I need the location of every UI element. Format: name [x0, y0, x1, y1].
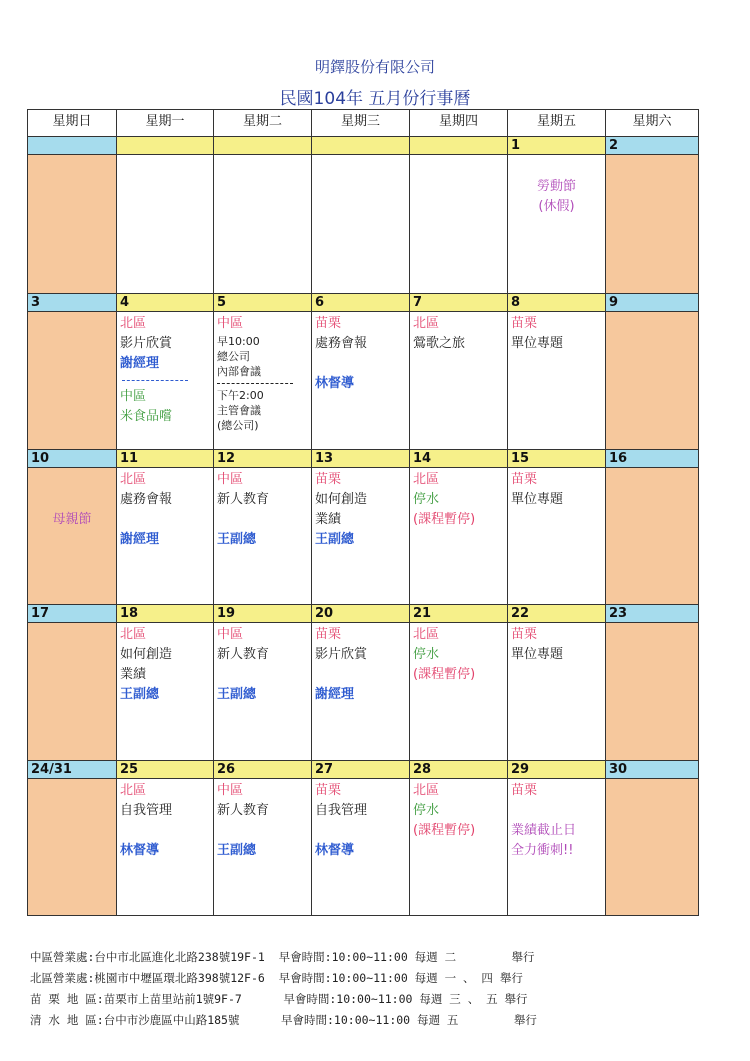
meeting-name: 內部會議	[217, 365, 261, 378]
date-cell	[214, 137, 312, 155]
weekday-mon: 星期一	[117, 110, 214, 137]
area-label: 北區	[413, 783, 440, 798]
date-cell: 17	[28, 605, 117, 623]
office-info	[30, 926, 537, 1052]
area-label: 苗栗	[511, 316, 538, 331]
host-label: 王副總	[217, 532, 257, 547]
host-label: 林督導	[120, 843, 160, 858]
office-line: 苗 栗 地 區:苗栗市上苗里站前1號9F-7 早會時間:10:00~11:00 每週 三 、 五 舉行	[30, 992, 528, 1006]
day-cell	[606, 468, 699, 605]
office-line: 中區營業處:台中市北區進化北路238號19F-1 早會時間:10:00~11:00 每週 二 舉行	[30, 950, 535, 964]
company-name: 明鐸股份有限公司	[314, 58, 435, 76]
weekday-header-row	[28, 110, 699, 137]
week-2-events	[28, 312, 699, 450]
day-cell	[312, 779, 410, 916]
area-label: 北區	[120, 783, 147, 798]
weekday-sun: 星期日	[28, 110, 117, 137]
area-label: 苗栗	[315, 472, 342, 487]
meeting-place: (總公司)	[217, 419, 259, 432]
week-4-events	[28, 623, 699, 761]
date-cell: 22	[508, 605, 606, 623]
day-cell	[117, 155, 214, 294]
weekday-wed: 星期三	[312, 110, 410, 137]
weekday-thu: 星期四	[410, 110, 508, 137]
date-cell: 15	[508, 450, 606, 468]
day-cell	[28, 779, 117, 916]
host-label: 王副總	[217, 687, 257, 702]
area-label: 苗栗	[315, 316, 342, 331]
meeting-time: 早10:00	[217, 335, 260, 348]
day-cell	[214, 155, 312, 294]
host-label: 王副總	[120, 687, 160, 702]
divider	[122, 380, 188, 381]
holiday-label: 母親節	[52, 512, 92, 527]
date-cell	[410, 137, 508, 155]
host-label: 林督導	[315, 376, 355, 391]
day-cell	[117, 468, 214, 605]
day-cell	[606, 155, 699, 294]
week-1-dates	[28, 137, 699, 155]
date-cell: 7	[410, 294, 508, 312]
event-label: 自我管理	[315, 803, 368, 818]
day-cell	[508, 468, 606, 605]
weekday-sat: 星期六	[606, 110, 699, 137]
day-cell	[606, 312, 699, 450]
host-label: 林督導	[315, 843, 355, 858]
event-label: 鶯歌之旅	[413, 336, 466, 351]
day-cell	[117, 312, 214, 450]
date-cell: 19	[214, 605, 312, 623]
event-label: 業績	[315, 512, 342, 527]
day-cell	[508, 155, 606, 294]
area-label: 苗栗	[315, 783, 342, 798]
event-label: 全力衝刺!!	[511, 843, 574, 858]
day-cell	[410, 312, 508, 450]
date-cell: 23	[606, 605, 699, 623]
area-label: 北區	[120, 472, 147, 487]
date-cell: 24/31	[28, 761, 117, 779]
calendar-title: 民國104年 五月份行事曆	[279, 89, 471, 109]
week-3-dates	[28, 450, 699, 468]
event-label: 新人教育	[217, 492, 270, 507]
date-cell: 8	[508, 294, 606, 312]
area-label: 北區	[413, 627, 440, 642]
date-cell: 5	[214, 294, 312, 312]
day-cell	[214, 623, 312, 761]
date-cell: 11	[117, 450, 214, 468]
event-label: 業績截止日	[511, 823, 577, 838]
event-label: 如何創造	[315, 492, 368, 507]
day-cell	[214, 779, 312, 916]
day-cell	[606, 623, 699, 761]
week-4-dates	[28, 605, 699, 623]
meeting-time: 下午2:00	[217, 389, 264, 402]
date-cell: 10	[28, 450, 117, 468]
day-cell	[508, 623, 606, 761]
event-label: 處務會報	[315, 336, 368, 351]
date-cell: 27	[312, 761, 410, 779]
divider	[217, 383, 293, 384]
weekday-tue: 星期二	[214, 110, 312, 137]
area-label: 北區	[413, 316, 440, 331]
area-label: 中區	[217, 783, 244, 798]
calendar-table	[27, 109, 699, 916]
area-label: 苗栗	[511, 472, 538, 487]
date-cell: 16	[606, 450, 699, 468]
event-label: 影片欣賞	[315, 647, 368, 662]
area-label: 北區	[120, 316, 147, 331]
date-cell: 26	[214, 761, 312, 779]
holiday-label: 勞動節	[536, 179, 576, 194]
day-cell	[28, 468, 117, 605]
office-line: 清 水 地 區:台中市沙鹿區中山路185號 早會時間:10:00~11:00 每週 五 舉行	[30, 1013, 537, 1027]
office-line: 北區營業處:桃園市中壢區環北路398號12F-6 早會時間:10:00~11:00 每週 一 、 四 舉行	[30, 971, 523, 985]
week-2-dates	[28, 294, 699, 312]
day-cell	[117, 623, 214, 761]
event-label: 新人教育	[217, 803, 270, 818]
day-cell	[606, 779, 699, 916]
area-label: 中區	[120, 389, 147, 404]
date-cell: 3	[28, 294, 117, 312]
event-label: 自我管理	[120, 803, 173, 818]
date-cell: 21	[410, 605, 508, 623]
day-cell	[214, 312, 312, 450]
day-cell	[28, 155, 117, 294]
weekday-fri: 星期五	[508, 110, 606, 137]
day-cell	[508, 312, 606, 450]
day-cell	[312, 468, 410, 605]
day-cell	[410, 779, 508, 916]
date-cell: 14	[410, 450, 508, 468]
area-label: 中區	[217, 472, 244, 487]
week-3-events	[28, 468, 699, 605]
event-label: 如何創造	[120, 647, 173, 662]
date-cell: 28	[410, 761, 508, 779]
day-cell	[410, 468, 508, 605]
event-label: 單位專題	[511, 647, 564, 662]
host-label: 謝經理	[315, 687, 355, 702]
date-cell: 18	[117, 605, 214, 623]
day-cell	[28, 623, 117, 761]
date-cell: 2	[606, 137, 699, 155]
date-cell: 20	[312, 605, 410, 623]
week-5-dates	[28, 761, 699, 779]
event-label: 處務會報	[120, 492, 173, 507]
day-cell	[410, 155, 508, 294]
meeting-place: 總公司	[217, 350, 250, 363]
event-label: 停水	[413, 803, 440, 818]
day-cell	[312, 623, 410, 761]
host-label: 王副總	[315, 532, 355, 547]
date-cell: 1	[508, 137, 606, 155]
host-label: 王副總	[217, 843, 257, 858]
date-cell: 13	[312, 450, 410, 468]
event-label: 停水	[413, 492, 440, 507]
event-label: 停水	[413, 647, 440, 662]
event-label: 新人教育	[217, 647, 270, 662]
area-label: 北區	[413, 472, 440, 487]
host-label: 謝經理	[120, 356, 160, 371]
area-label: 北區	[120, 627, 147, 642]
meeting-name: 主管會議	[217, 404, 261, 417]
day-cell	[312, 312, 410, 450]
day-cell	[508, 779, 606, 916]
day-cell	[312, 155, 410, 294]
area-label: 中區	[217, 627, 244, 642]
note-label: (課程暫停)	[413, 823, 476, 838]
day-cell	[28, 312, 117, 450]
date-cell	[312, 137, 410, 155]
holiday-note: (休假)	[538, 199, 575, 214]
area-label: 苗栗	[511, 627, 538, 642]
event-label: 業績	[120, 667, 147, 682]
area-label: 苗栗	[511, 783, 538, 798]
date-cell	[28, 137, 117, 155]
event-label: 影片欣賞	[120, 336, 173, 351]
note-label: (課程暫停)	[413, 512, 476, 527]
note-label: (課程暫停)	[413, 667, 476, 682]
event-label: 單位專題	[511, 336, 564, 351]
date-cell: 25	[117, 761, 214, 779]
host-label: 謝經理	[120, 532, 160, 547]
week-1-events	[28, 155, 699, 294]
date-cell: 29	[508, 761, 606, 779]
week-5-events	[28, 779, 699, 916]
area-label: 中區	[217, 316, 244, 331]
date-cell: 30	[606, 761, 699, 779]
date-cell: 9	[606, 294, 699, 312]
event-label: 單位專題	[511, 492, 564, 507]
date-cell: 6	[312, 294, 410, 312]
event-label: 米食品嚐	[120, 409, 173, 424]
area-label: 苗栗	[315, 627, 342, 642]
date-cell: 4	[117, 294, 214, 312]
date-cell	[117, 137, 214, 155]
day-cell	[117, 779, 214, 916]
day-cell	[214, 468, 312, 605]
date-cell: 12	[214, 450, 312, 468]
day-cell	[410, 623, 508, 761]
